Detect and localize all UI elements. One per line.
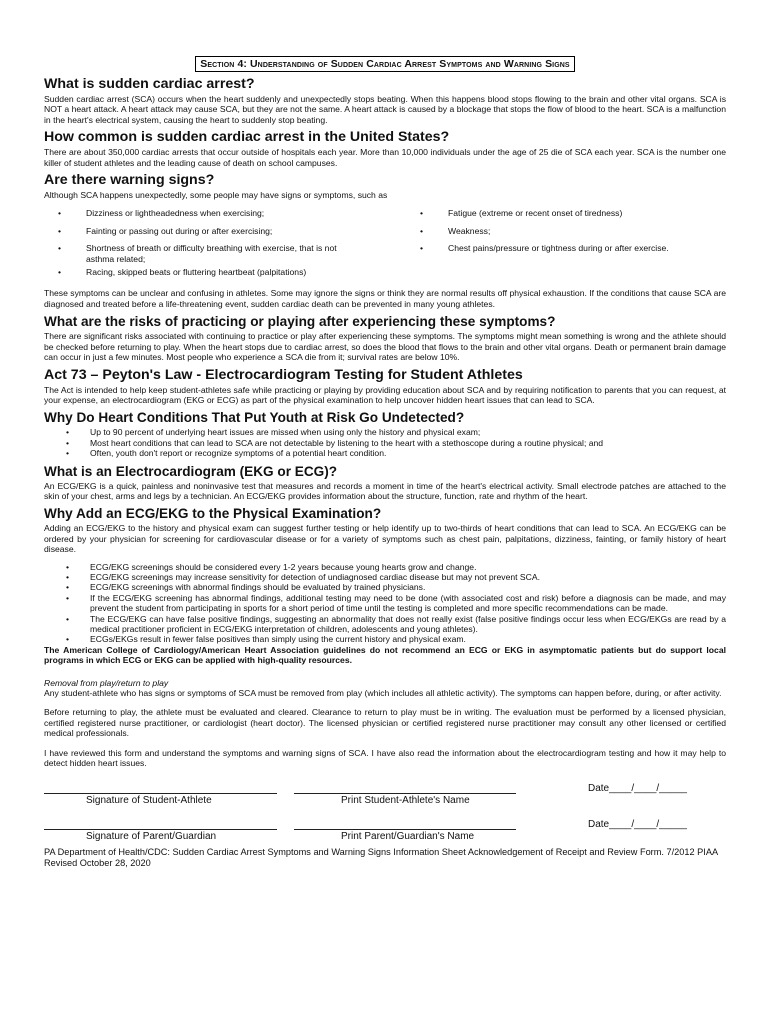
bullet-icon: • [66, 634, 70, 645]
bullet-icon: • [66, 571, 70, 582]
list-item: • The ECG/EKG can have false positive findings, suggesting an abnormality that does not really exist (false positive findings occur less when ECG/EKGs are read by a medical practitioner proficient in ECG/EKG interpretation of children, adolescents and young athletes). [66, 613, 726, 634]
paragraph-why-add-ekg: Adding an ECG/EKG to the history and physical exam can suggest further testing or help identify up to two-thirds of heart conditions that can lead to SCA. An ECG/EKG can be ordered by your physician for screening for cardiovascular disease or for a variety of symptoms such as chest pain, palpitations, dizziness, fainting, or family history of heart disease. [44, 523, 726, 555]
paragraph-what-is-sca: Sudden cardiac arrest (SCA) occurs when the heart suddenly and unexpectedly stops beating. When this happens blood stops flowing to the brain and other vital organs. SCA is NOT a heart attack. A heart attack may cause SCA, but they are not the same. A heart attack is caused by a blockage that stops the flow of blood to the heart. SCA is a malfunction in the heart's electrical system, causing the heart to suddenly stop beating. [44, 94, 726, 125]
heading-risks: What are the risks of practicing or playing after experiencing these symptoms? [44, 314, 556, 330]
acc-aha-guideline-note: The American College of Cardiology/American Heart Association guidelines do not recommend an ECG or EKG in asymptomatic patients but do support local programs in which ECG or EKG can be applied with high-quality resources. [44, 644, 726, 666]
bullet-icon: • [58, 267, 62, 278]
list-item: • Racing, skipped beats or fluttering heartbeat (palpitations) [58, 267, 307, 278]
student-print-name-line[interactable] [294, 793, 516, 794]
heading-act-73: Act 73 – Peyton's Law - Electrocardiogram Testing for Student Athletes [44, 366, 523, 383]
paragraph-warning-intro: Although SCA happens unexpectedly, some people may have signs or symptoms, such as [44, 190, 388, 201]
list-item: • Fainting or passing out during or after exercising; [58, 225, 273, 236]
paragraph-risks: There are significant risks associated with continuing to practice or play after experiencing these symptoms. The symptoms might mean something is wrong and the athlete should be checked before returning to play. When the heart stops due to cardiac arrest, so does the blood that flows to the brain and other vital organs. Death or permanent brain damage can occur in just a few minutes. Most people who experience a SCA die from it; survival rates are below 10%. [44, 331, 726, 363]
parent-signature-line[interactable] [44, 829, 277, 830]
list-item: • ECG/EKG screenings should be considered every 1-2 years because young hearts grow and change. [66, 561, 477, 572]
bullet-icon: • [66, 582, 70, 593]
paragraph-acknowledgement: I have reviewed this form and understand the symptoms and warning signs of SCA. I have also read the information about the electrocardiogram testing and how it may help to detect hidden heart issues. [44, 747, 726, 769]
bullet-icon: • [66, 448, 70, 459]
list-item: • Fatigue (extreme or recent onset of tiredness) [420, 208, 623, 219]
form-footer: PA Department of Health/CDC: Sudden Cardiac Arrest Symptoms and Warning Signs Information Sheet Acknowledgement of Receipt and Review Form. 7/2012 PIAA Revised October 28, 2020 [44, 847, 718, 869]
list-item: • Dizziness or lightheadedness when exercising; [58, 208, 265, 219]
bullet-icon: • [420, 208, 424, 219]
heading-what-is-ekg: What is an Electrocardiogram (EKG or ECG)? [44, 463, 338, 479]
list-item: • Often, youth don't report or recognize symptoms of a potential heart condition. [66, 448, 387, 459]
list-item: • ECGs/EKGs result in fewer false positives than simply using the current history and physical exam. [66, 634, 466, 645]
list-item: • Shortness of breath or difficulty breathing with exercise, that is not asthma related; [58, 243, 337, 264]
bullet-icon: • [66, 561, 70, 572]
heading-warning-signs: Are there warning signs? [44, 172, 215, 189]
student-signature-label: Signature of Student-Athlete [86, 795, 212, 807]
heading-undetected: Why Do Heart Conditions That Put Youth at Risk Go Undetected? [44, 410, 465, 426]
bullet-icon: • [58, 225, 62, 236]
list-item: • Most heart conditions that can lead to SCA are not detectable by listening to the heart with a stethoscope during a routine physical; and [66, 437, 604, 448]
list-item: • ECG/EKG screenings may increase sensitivity for detection of undiagnosed cardiac disease but may not prevent SCA. [66, 571, 540, 582]
bullet-icon: • [420, 225, 424, 236]
student-print-name-label: Print Student-Athlete's Name [341, 795, 470, 807]
bullet-icon: • [66, 613, 70, 624]
warning-signs-right-column [420, 208, 720, 284]
bullet-icon: • [66, 427, 70, 438]
parent-signature-label: Signature of Parent/Guardian [86, 831, 217, 843]
warning-signs-list [58, 208, 726, 284]
bullet-icon: • [58, 243, 62, 254]
parent-print-name-line[interactable] [294, 829, 516, 830]
bullet-icon: • [58, 208, 62, 219]
heading-how-common: How common is sudden cardiac arrest in the United States? [44, 129, 450, 146]
document-page [44, 54, 726, 869]
bullet-icon: • [66, 592, 70, 603]
student-signature-row [44, 781, 726, 805]
parent-date-field[interactable]: Date____/____/_____ [588, 819, 687, 831]
paragraph-how-common: There are about 350,000 cardiac arrests that occur outside of hospitals each year. More than 10,000 individuals under the age of 25 die of SCA each year. SCA is the number one killer of student athletes and the leading cause of death on school campuses. [44, 147, 726, 168]
parent-print-name-label: Print Parent/Guardian's Name [341, 831, 475, 843]
removal-heading: Removal from play/return to play [44, 677, 169, 688]
list-item: • Chest pains/pressure or tightness during or after exercise. [420, 243, 669, 254]
heading-what-is-sca: What is sudden cardiac arrest? [44, 76, 255, 92]
list-item: • If the ECG/EKG screening has abnormal findings, additional testing may need to be done (with associated cost and risk) before a diagnosis can be made, and may prevent the student from participating in sports for a short period of time until the testing is completed and more specific recommendations can be made. [66, 592, 726, 614]
bullet-icon: • [420, 243, 424, 254]
ekg-screening-list [44, 562, 726, 645]
student-date-field[interactable]: Date____/____/_____ [588, 783, 687, 795]
paragraph-act-73: The Act is intended to help keep student-athletes safe while practicing or playing by providing education about SCA and by requiring notification to parents that you can request, at your expense, an electrocardiogram (EKG or ECG) as part of the physical examination to help uncover hidden heart issues that can lead to SCA. [44, 384, 726, 405]
paragraph-return-to-play: Before returning to play, the athlete must be evaluated and cleared. Clearance to return to play must be in writing. The evaluation must be performed by a licensed physician, certified registered nurse practitioner, or cardiologist (heart doctor). The licensed physician or certified registered nurse practitioner may consult any other licensed or certified medical professionals. [44, 707, 726, 739]
heading-why-add-ekg: Why Add an ECG/EKG to the Physical Examination? [44, 506, 382, 522]
list-item: • Weakness; [420, 225, 491, 236]
student-signature-line[interactable] [44, 793, 277, 794]
list-item: • ECG/EKG screenings with abnormal findings should be evaluated by trained physicians. [66, 582, 426, 593]
parent-signature-row [44, 817, 726, 841]
paragraph-symptoms-unclear: These symptoms can be unclear and confusing in athletes. Some may ignore the signs or think they are normal results off physical exhaustion. If the conditions that cause SCA are diagnosed and treated before a life-threatening event, sudden cardiac death can be prevented in many young athletes. [44, 288, 726, 309]
list-item: • Up to 90 percent of underlying heart issues are missed when using only the history and physical exam; [66, 427, 481, 438]
warning-signs-left-column [58, 208, 420, 284]
section-title: Section 4: Understanding of Sudden Cardiac Arrest Symptoms and Warning Signs [195, 56, 574, 72]
paragraph-what-is-ekg: An ECG/EKG is a quick, painless and noninvasive test that measures and records a moment in time of the heart's electrical activity. Small electrode patches are attached to the skin of your chest, arms and legs by a technician. An ECG/EKG provides information about the structure, function, rate and rhythm of the heart. [44, 480, 726, 501]
undetected-list [44, 427, 726, 458]
paragraph-removal: Any student-athlete who has signs or symptoms of SCA must be removed from play (which includes all athletic activity). The symptoms can happen before, during, or after activity. [44, 688, 722, 699]
bullet-icon: • [66, 437, 70, 448]
